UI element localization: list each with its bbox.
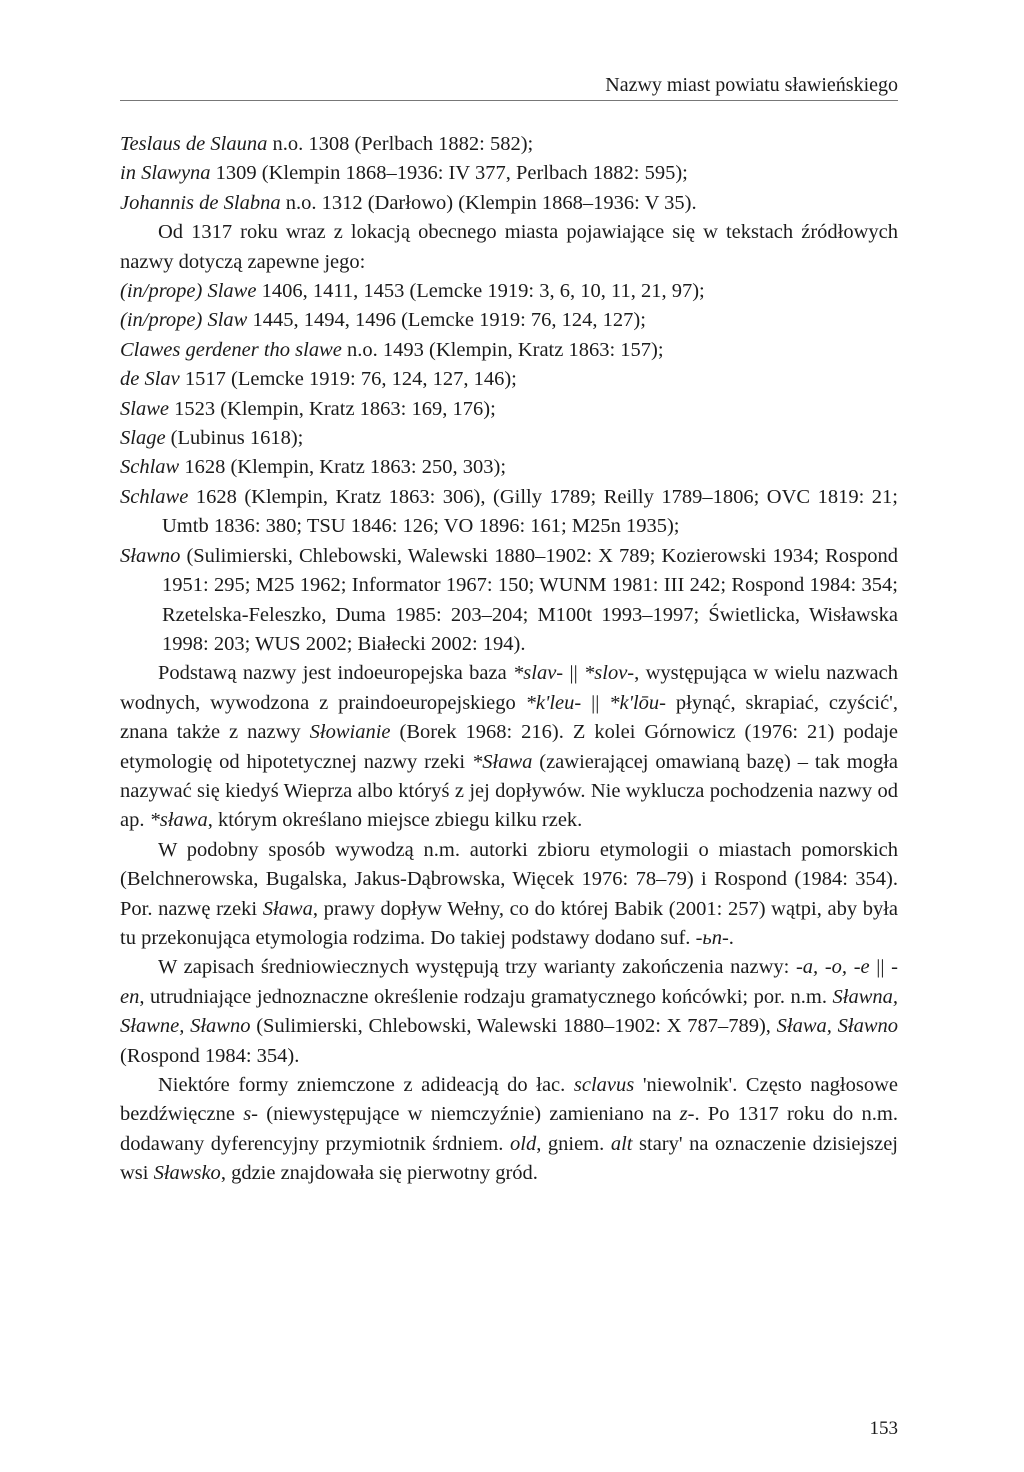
- attestation-source: 1628 (Klempin, Kratz 1863: 250, 303);: [179, 456, 507, 479]
- attestation-line: [120, 453, 898, 482]
- italic-term: -ьn-: [695, 926, 729, 949]
- text-run: , prawy dopływ Wełny, co do której Babik (2001: 257) wątpi, aby była tu przekonująca etymologia rodzima. Do takiej podstawy dodano suf.: [120, 897, 899, 949]
- text-run: (Borek 1968: 216). Z kolei Górnowicz (1976: 21) podaje etymologię od hipotetycznej nazwy rzeki: [120, 721, 899, 773]
- italic-term: z-: [679, 1103, 695, 1126]
- text-run: (zawierającej omawianą bazę) – tak mogła nazywać się kiedyś Wieprza albo któryś z jej dopływów. Nie wyklucza pochodzenia nazwy od ap.: [120, 750, 898, 832]
- attested-form: Clawes gerdener tho slawe: [120, 338, 342, 361]
- attested-form: Schlaw: [120, 456, 180, 479]
- paragraph-germanized: [120, 1071, 898, 1189]
- attestation-line: [120, 483, 898, 542]
- italic-term: Słowianie: [309, 721, 391, 744]
- attestation-source: n.o. 1493 (Klempin, Kratz 1863: 157);: [341, 338, 664, 361]
- page-number: 153: [869, 1418, 898, 1439]
- text-run: , którym określano miejsce zbiegu kilku rzek.: [207, 809, 583, 832]
- text-run: stary' na oznaczenie dzisiejszej wsi: [120, 1132, 898, 1185]
- text-run: W zapisach średniowiecznych występują trzy warianty zakończenia nazwy:: [158, 956, 796, 979]
- text-run: ||: [869, 956, 892, 979]
- attestation-line: [120, 542, 898, 660]
- attestation-source: (Sulimierski, Chlebowski, Walewski 1880–1902: X 789; Kozierowski 1934; Rospond 1951: 295; M25 1962; Informator 1967: 150; WUNM 1981: III 242; Rospond 1984: 354; Rzetelska-Feleszko, Duma 1985: 203–204; M100t 1993–1997; Świetlicka, Wisławska 1998: 203; WUS 2002; Białecki 2002: 194).: [162, 544, 898, 655]
- text-run: , utrudniające jednoznaczne określenie rodzaju gramatycznego końcówki; por. n.m.: [139, 985, 833, 1008]
- attestation-line: [120, 130, 898, 159]
- attestation-source: 1445, 1494, 1496 (Lemcke 1919: 76, 124, 127);: [247, 309, 646, 332]
- italic-term: *slov-: [584, 662, 635, 685]
- page-body: [120, 130, 898, 1189]
- text-run: (Rospond 1984: 354).: [120, 1044, 300, 1067]
- text-run: (Sulimierski, Chlebowski, Walewski 1880–1902: X 787–789),: [250, 1015, 777, 1038]
- text-run: , występująca w wielu nazwach wodnych, wywodzona z praindoeuropejskiego: [120, 662, 898, 714]
- attestation-source: 1628 (Klempin, Kratz 1863: 306), (Gilly 1789; Reilly 1789–1806; OVC 1819: 21; Umtb 1836: 380; TSU 1846: 126; VO 1896: 161; M25n 1935);: [162, 485, 898, 538]
- italic-term: *Sława: [472, 750, 533, 773]
- attestation-line: [120, 424, 898, 453]
- text-run: płynąć, skrapiać, czyścić', znana także z nazwy: [120, 691, 898, 744]
- text-run: ||: [563, 662, 585, 685]
- header-rule: [120, 100, 898, 101]
- paragraph-authors: [120, 836, 898, 954]
- attestation-line: [120, 277, 898, 306]
- attestation-line: [120, 189, 898, 218]
- text-run: ||: [581, 691, 610, 714]
- attestation-source: (Lubinus 1618);: [165, 427, 304, 450]
- attestation-source: 1309 (Klempin 1868–1936: IV 377, Perlbach 1882: 595);: [210, 162, 688, 185]
- italic-term: s-: [243, 1103, 258, 1126]
- italic-term: -en: [120, 956, 898, 1008]
- text-run: .: [728, 926, 734, 949]
- italic-term: Sława, Sławno: [776, 1015, 898, 1038]
- attested-form: Slawe: [120, 397, 169, 420]
- attested-form: Teslaus de Slauna: [120, 133, 268, 155]
- running-title: Nazwy miast powiatu sławieńskiego: [605, 74, 898, 96]
- attestation-source: 1523 (Klempin, Kratz 1863: 169, 176);: [168, 397, 496, 420]
- italic-term: *sława: [149, 809, 208, 832]
- paragraph-endings: [120, 953, 898, 1071]
- italic-term: Sławna, Sławne, Sławno: [120, 985, 898, 1038]
- attestation-source: n.o. 1308 (Perlbach 1882: 582);: [267, 133, 534, 155]
- italic-term: *k'leu-: [525, 691, 582, 714]
- italic-term: old: [510, 1132, 537, 1155]
- text-run: 'niewolnik'. Często nagłosowe bezdźwięczne: [120, 1074, 898, 1126]
- paragraph-etymology-base: [120, 659, 898, 835]
- attestation-line: [120, 306, 898, 335]
- attestation-line: [120, 395, 898, 424]
- attestation-line: [120, 336, 898, 365]
- attested-form: de Slav: [120, 368, 180, 391]
- attested-form: Sławno: [120, 544, 181, 567]
- italic-term: Sława: [262, 897, 313, 920]
- attestation-line: [120, 365, 898, 394]
- italic-term: alt: [610, 1132, 633, 1155]
- text-run: , gniem.: [536, 1132, 611, 1155]
- text-run: . Po 1317 roku do n.m. dodawany dyferencyjny przymiotnik śrdniem.: [120, 1103, 898, 1155]
- intro-paragraph: Od 1317 roku wraz z lokacją obecnego miasta pojawiające się w tekstach źródłowych nazwy dotyczą zapewne jego:: [120, 221, 898, 273]
- italic-term: sclavus: [573, 1074, 635, 1096]
- text-run: (niewystępujące w niemczyźnie) zamieniano na: [258, 1103, 680, 1126]
- attested-form: in Slawyna: [120, 162, 211, 185]
- attested-form: Slage: [120, 427, 166, 450]
- italic-term: *k'lōu-: [609, 691, 666, 714]
- attestation-source: n.o. 1312 (Darłowo) (Klempin 1868–1936: V 35).: [280, 191, 697, 214]
- attestation-source: 1517 (Lemcke 1919: 76, 124, 127, 146);: [179, 368, 517, 391]
- text-run: Niektóre formy zniemczone z adideacją do łac.: [158, 1074, 574, 1096]
- attested-form: (in/prope) Slaw: [120, 309, 248, 332]
- italic-term: *slav-: [513, 662, 564, 685]
- text-run: Podstawą nazwy jest indoeuropejska baza: [158, 662, 514, 685]
- attestation-line: [120, 159, 898, 188]
- italic-term: Sławsko: [153, 1162, 221, 1185]
- attested-form: Schlawe: [120, 485, 189, 508]
- italic-term: -a, -o, -e: [795, 956, 870, 979]
- attestation-source: 1406, 1411, 1453 (Lemcke 1919: 3, 6, 10, 11, 21, 97);: [256, 280, 705, 303]
- text-run: , gdzie znajdowała się pierwotny gród.: [220, 1162, 538, 1185]
- attested-form: (in/prope) Slawe: [120, 280, 257, 303]
- text-run: W podobny sposób wywodzą n.m. autorki zbioru etymologii o miastach pomorskich (Belchnerowska, Bugalska, Jakus-Dąbrowska, Więcek 1976: 78–79) i Rospond (1984: 354). Por. nazwę rzeki: [120, 838, 898, 920]
- attested-form: Johannis de Slabna: [120, 191, 281, 214]
